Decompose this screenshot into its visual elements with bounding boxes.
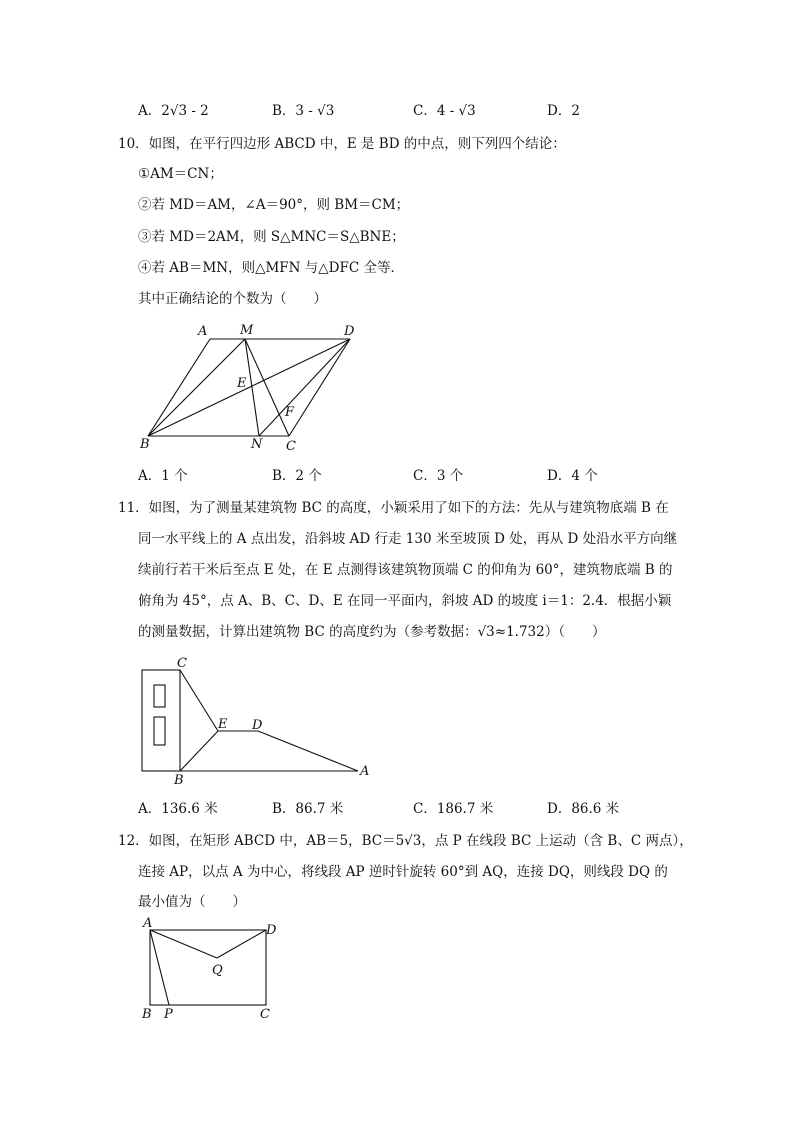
- q10-conclusion-3: ③若 MD＝2AM，则 S△MNC＝S△BNE；: [138, 229, 405, 245]
- label-e: E: [218, 717, 228, 732]
- q10-option-a[interactable]: A．1 个: [138, 468, 188, 484]
- label-n: N: [251, 437, 263, 452]
- q11-option-d[interactable]: D．86.6 米: [547, 801, 620, 817]
- q11-option-a[interactable]: A．136.6 米: [138, 801, 218, 817]
- label-b: B: [140, 437, 150, 452]
- q12-line-3: 最小值为（ ）: [138, 894, 246, 910]
- q9-option-c[interactable]: C．4 - √3: [413, 103, 476, 119]
- label-c: C: [177, 656, 187, 671]
- q12-line-1: 12．如图，在矩形 ABCD 中，AB＝5，BC＝5√3，点 P 在线段 BC 上运动（含 B、C 两点），: [118, 833, 693, 849]
- q10-stem: 10．如图，在平行四边形 ABCD 中，E 是 BD 的中点，则下列四个结论：: [118, 136, 566, 152]
- q12-line-2: 连接 AP，以点 A 为中心，将线段 AP 逆时针旋转 60°到 AQ，连接 DQ，则线段 DQ 的: [138, 864, 668, 880]
- q10-conclusion-4: ④若 AB＝MN，则△MFN 与△DFC 全等．: [138, 260, 404, 276]
- q11-line-3: 续前行若干米后至点 E 处，在 E 点测得该建筑物顶端 C 的仰角为 60°，建筑物底端 B 的: [138, 562, 673, 578]
- q11-line-4: 俯角为 45°，点 A、B、C、D、E 在同一平面内，斜坡 AD 的坡度 i＝1：2.4．根据小颖: [138, 593, 672, 609]
- label-d: D: [344, 324, 355, 339]
- label-q: Q: [212, 963, 223, 978]
- label-e: E: [237, 376, 247, 391]
- label-c: C: [286, 439, 296, 454]
- q10-option-c[interactable]: C．3 个: [413, 468, 464, 484]
- q11-figure: [136, 653, 376, 792]
- parallelogram-diagram: [136, 318, 366, 458]
- label-b: B: [142, 1007, 152, 1022]
- building-slope-diagram: [136, 653, 376, 788]
- label-a: A: [360, 764, 370, 779]
- q11-option-c[interactable]: C．186.7 米: [413, 801, 494, 817]
- label-c: C: [260, 1007, 270, 1022]
- q10-question: 其中正确结论的个数为（ ）: [138, 291, 327, 307]
- q10-option-b[interactable]: B．2 个: [272, 468, 322, 484]
- q9-option-b[interactable]: B．3 - √3: [272, 103, 335, 119]
- q11-line-5: 的测量数据，计算出建筑物 BC 的高度约为（参考数据：√3≈1.732）（ ）: [138, 624, 606, 640]
- label-a: A: [143, 916, 153, 931]
- q9-option-a[interactable]: A．2√3 - 2: [138, 103, 209, 119]
- q11-line-1: 11．如图，为了测量某建筑物 BC 的高度，小颖采用了如下的方法：先从与建筑物底端 B 在: [118, 500, 669, 516]
- q10-conclusion-1: ①AM＝CN；: [138, 166, 223, 182]
- label-m: M: [240, 323, 254, 338]
- label-f: F: [285, 405, 295, 420]
- q10-figure: [136, 318, 366, 462]
- q10-option-d[interactable]: D．4 个: [547, 468, 598, 484]
- label-d: D: [266, 923, 277, 938]
- label-a: A: [198, 324, 208, 339]
- label-p: P: [164, 1007, 173, 1022]
- q12-figure: [136, 916, 286, 1030]
- label-b: B: [174, 773, 184, 788]
- q11-option-b[interactable]: B．86.7 米: [272, 801, 344, 817]
- q10-conclusion-2: ②若 MD＝AM，∠A＝90°，则 BM＝CM；: [138, 197, 410, 213]
- label-d: D: [252, 718, 263, 733]
- q11-line-2: 同一水平线上的 A 点出发，沿斜坡 AD 行走 130 米至坡顶 D 处，再从 D 处沿水平方向继: [138, 531, 678, 547]
- rectangle-rotation-diagram: [136, 916, 286, 1026]
- q9-option-d[interactable]: D．2: [547, 103, 580, 119]
